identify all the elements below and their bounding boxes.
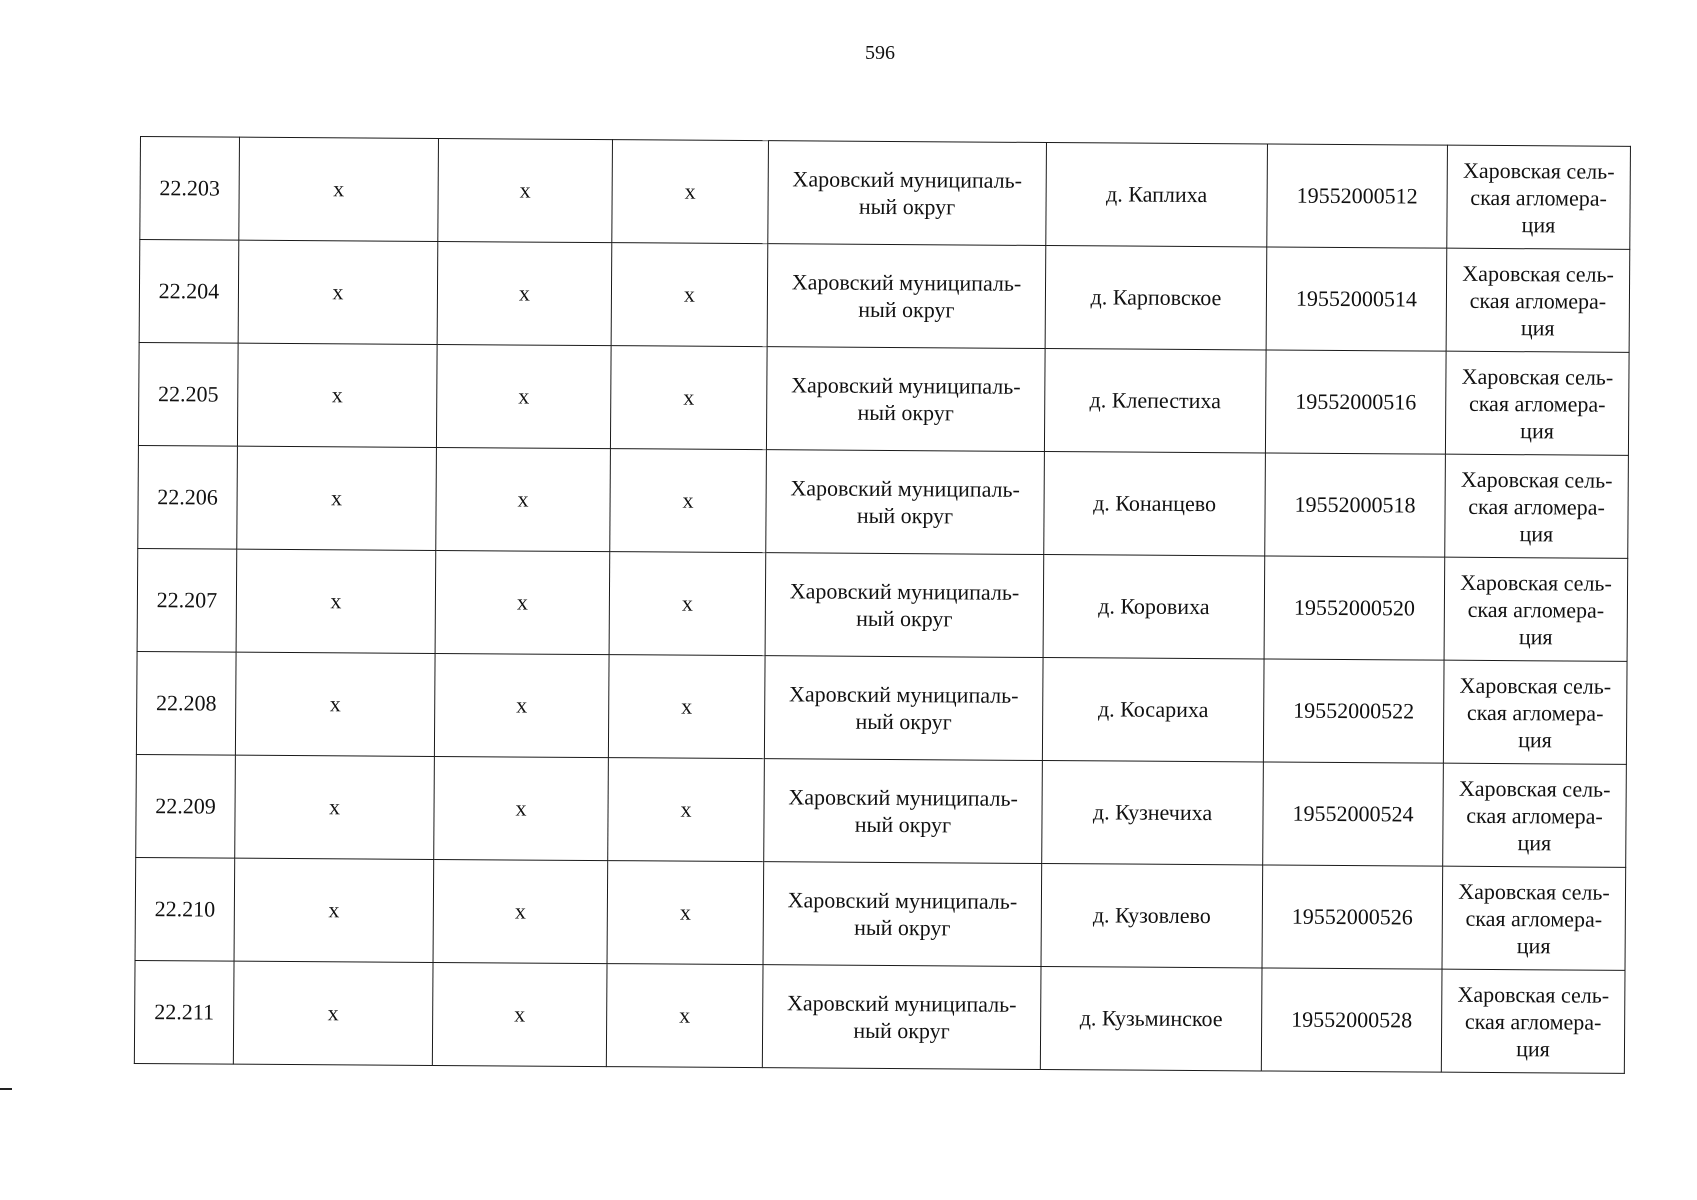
x-mark-cell: x <box>235 652 435 756</box>
row-number: 22.204 <box>139 240 239 344</box>
agglomeration-cell: Харовская сель- ская агломера- ция <box>1445 454 1629 558</box>
row-number: 22.205 <box>138 342 238 446</box>
district-cell: Харовский муниципаль- ный округ <box>764 759 1043 864</box>
x-mark-cell: x <box>434 756 609 860</box>
district-cell: Харовский муниципаль- ный округ <box>762 965 1041 1070</box>
x-mark-cell: x <box>238 240 438 344</box>
table-row <box>138 342 1629 455</box>
x-mark-cell: x <box>436 344 611 448</box>
district-cell: Харовский муниципаль- ный округ <box>764 656 1043 761</box>
settlement-cell: д. Каплиха <box>1046 143 1268 247</box>
settlement-cell: д. Косариха <box>1042 658 1264 762</box>
row-number: 22.207 <box>137 548 237 652</box>
x-mark-cell: x <box>607 861 764 965</box>
oktmo-code-cell: 19552000528 <box>1261 968 1442 1072</box>
x-mark-cell: x <box>237 343 437 447</box>
oktmo-code-cell: 19552000516 <box>1265 350 1446 454</box>
x-mark-cell: x <box>609 552 766 656</box>
table-row <box>138 445 1629 558</box>
agglomeration-cell: Харовская сель- ская агломера- ция <box>1446 248 1630 352</box>
settlements-table <box>134 136 1631 1074</box>
oktmo-code-cell: 19552000512 <box>1267 144 1448 248</box>
settlement-cell: д. Клепестиха <box>1044 349 1266 453</box>
oktmo-code-cell: 19552000518 <box>1265 453 1446 557</box>
table-row <box>139 240 1630 353</box>
x-mark-cell: x <box>612 140 769 244</box>
district-cell: Харовский муниципаль- ный округ <box>768 141 1047 246</box>
x-mark-cell: x <box>608 655 765 759</box>
agglomeration-cell: Харовская сель- ская агломера- ция <box>1441 969 1625 1073</box>
table-body <box>134 137 1630 1074</box>
x-mark-cell: x <box>434 653 609 757</box>
district-cell: Харовский муниципаль- ный округ <box>766 347 1045 452</box>
oktmo-code-cell: 19552000524 <box>1263 762 1444 866</box>
settlement-cell: д. Конанцево <box>1044 452 1266 556</box>
table-row <box>134 960 1625 1073</box>
table-row <box>135 857 1626 970</box>
agglomeration-cell: Харовская сель- ская агломера- ция <box>1443 660 1627 764</box>
agglomeration-cell: Харовская сель- ская агломера- ция <box>1443 763 1627 867</box>
oktmo-code-cell: 19552000520 <box>1264 556 1445 660</box>
x-mark-cell: x <box>236 549 436 653</box>
x-mark-cell: x <box>237 446 437 550</box>
district-cell: Харовский муниципаль- ный округ <box>765 553 1044 658</box>
agglomeration-cell: Харовская сель- ская агломера- ция <box>1444 557 1628 661</box>
settlement-cell: д. Коровиха <box>1043 555 1265 659</box>
x-mark-cell: x <box>610 449 767 553</box>
agglomeration-cell: Харовская сель- ская агломера- ция <box>1445 351 1629 455</box>
x-mark-cell: x <box>234 858 434 962</box>
page-number: 596 <box>865 42 895 64</box>
x-mark-cell: x <box>432 962 607 1066</box>
x-mark-cell: x <box>233 961 433 1065</box>
row-number: 22.208 <box>136 651 236 755</box>
settlement-cell: д. Кузьминское <box>1040 966 1262 1070</box>
oktmo-code-cell: 19552000514 <box>1266 247 1447 351</box>
x-mark-cell: x <box>435 550 610 654</box>
x-mark-cell: x <box>437 241 612 345</box>
district-cell: Харовский муниципаль- ный округ <box>767 244 1046 349</box>
table-row <box>140 137 1631 250</box>
settlement-cell: д. Кузнечиха <box>1042 760 1264 864</box>
agglomeration-cell: Харовская сель- ская агломера- ция <box>1447 145 1631 249</box>
agglomeration-cell: Харовская сель- ская агломера- ция <box>1442 866 1626 970</box>
x-mark-cell: x <box>235 755 435 859</box>
settlement-cell: д. Карповское <box>1045 246 1267 350</box>
row-number: 22.209 <box>136 754 236 858</box>
oktmo-code-cell: 19552000526 <box>1262 865 1443 969</box>
x-mark-cell: x <box>438 138 613 242</box>
oktmo-code-cell: 19552000522 <box>1263 659 1444 763</box>
table-row <box>137 548 1628 661</box>
row-number: 22.210 <box>135 857 235 961</box>
district-cell: Харовский муниципаль- ный округ <box>766 450 1045 555</box>
x-mark-cell: x <box>433 859 608 963</box>
row-number: 22.203 <box>140 137 240 241</box>
table-row <box>136 754 1627 867</box>
x-mark-cell: x <box>239 137 439 241</box>
table-row <box>136 651 1627 764</box>
district-cell: Харовский муниципаль- ный округ <box>763 862 1042 967</box>
settlement-cell: д. Кузовлево <box>1041 863 1263 967</box>
row-number: 22.211 <box>134 960 234 1064</box>
x-mark-cell: x <box>610 346 767 450</box>
x-mark-cell: x <box>606 964 763 1068</box>
x-mark-cell: x <box>611 243 768 347</box>
x-mark-cell: x <box>608 758 765 862</box>
margin-tick-mark <box>0 1088 12 1090</box>
x-mark-cell: x <box>436 447 611 551</box>
row-number: 22.206 <box>138 445 238 549</box>
